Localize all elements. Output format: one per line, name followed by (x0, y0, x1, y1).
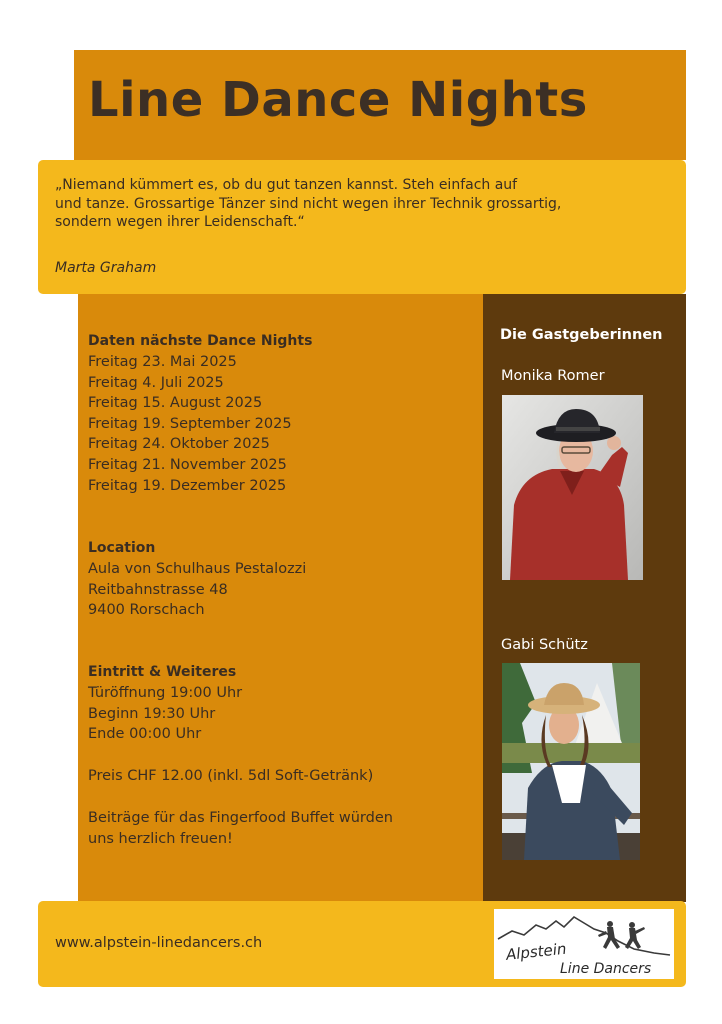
location-heading: Location (88, 540, 156, 556)
price-text: Preis CHF 12.00 (inkl. 5dl Soft-Getränk) (88, 768, 374, 784)
date-item: Freitag 23. Mai 2025 (88, 354, 237, 370)
dates-heading: Daten nächste Dance Nights (88, 333, 313, 349)
date-item: Freitag 15. August 2025 (88, 395, 263, 412)
time-line: Türöffnung 19:00 Uhr (88, 685, 243, 701)
host-photo-gabi (502, 663, 640, 860)
time-line: Beginn 19:30 Uhr (88, 705, 216, 722)
logo-text-linedancers: Line Dancers (560, 961, 652, 977)
host-name-1: Monika Romer (501, 368, 605, 384)
quote-text (55, 176, 675, 232)
host-name-2: Gabi Schütz (501, 637, 588, 653)
date-item: Freitag 21. November 2025 (88, 456, 287, 473)
dates-list (88, 352, 292, 496)
host-photo-monika (502, 395, 643, 580)
entry-heading: Eintritt & Weiteres (88, 664, 237, 680)
website-link[interactable]: www.alpstein-linedancers.ch (55, 935, 263, 951)
date-item: Freitag 19. September 2025 (88, 415, 292, 432)
location-address (88, 559, 306, 621)
quote-line: und tanze. Grossartige Tänzer sind nicht wegen ihrer Technik grossartig, (55, 195, 562, 212)
address-line: Aula von Schulhaus Pestalozzi (88, 561, 307, 577)
time-line: Ende 00:00 Uhr (88, 726, 202, 743)
address-line: 9400 Rorschach (88, 602, 205, 619)
logo-text-alpstein: Alpstein (505, 939, 568, 964)
entry-times (88, 683, 242, 745)
quote-line: „Niemand kümmert es, ob du gut tanzen kannst. Steh einfach auf (55, 177, 518, 193)
hosts-heading: Die Gastgeberinnen (500, 327, 663, 343)
date-item: Freitag 19. Dezember 2025 (88, 477, 287, 494)
buffet-text (88, 808, 393, 849)
date-item: Freitag 4. Juli 2025 (88, 374, 224, 391)
date-item: Freitag 24. Oktober 2025 (88, 436, 270, 453)
address-line: Reitbahnstrasse 48 (88, 581, 228, 598)
buffet-line: Beiträge für das Fingerfood Buffet würden (88, 810, 393, 826)
buffet-line: uns herzlich freuen! (88, 830, 233, 847)
logo (494, 909, 674, 979)
page-title: Line Dance Nights (88, 72, 588, 128)
quote-author: Marta Graham (55, 260, 157, 276)
quote-line: sondern wegen ihrer Leidenschaft.“ (55, 214, 305, 230)
